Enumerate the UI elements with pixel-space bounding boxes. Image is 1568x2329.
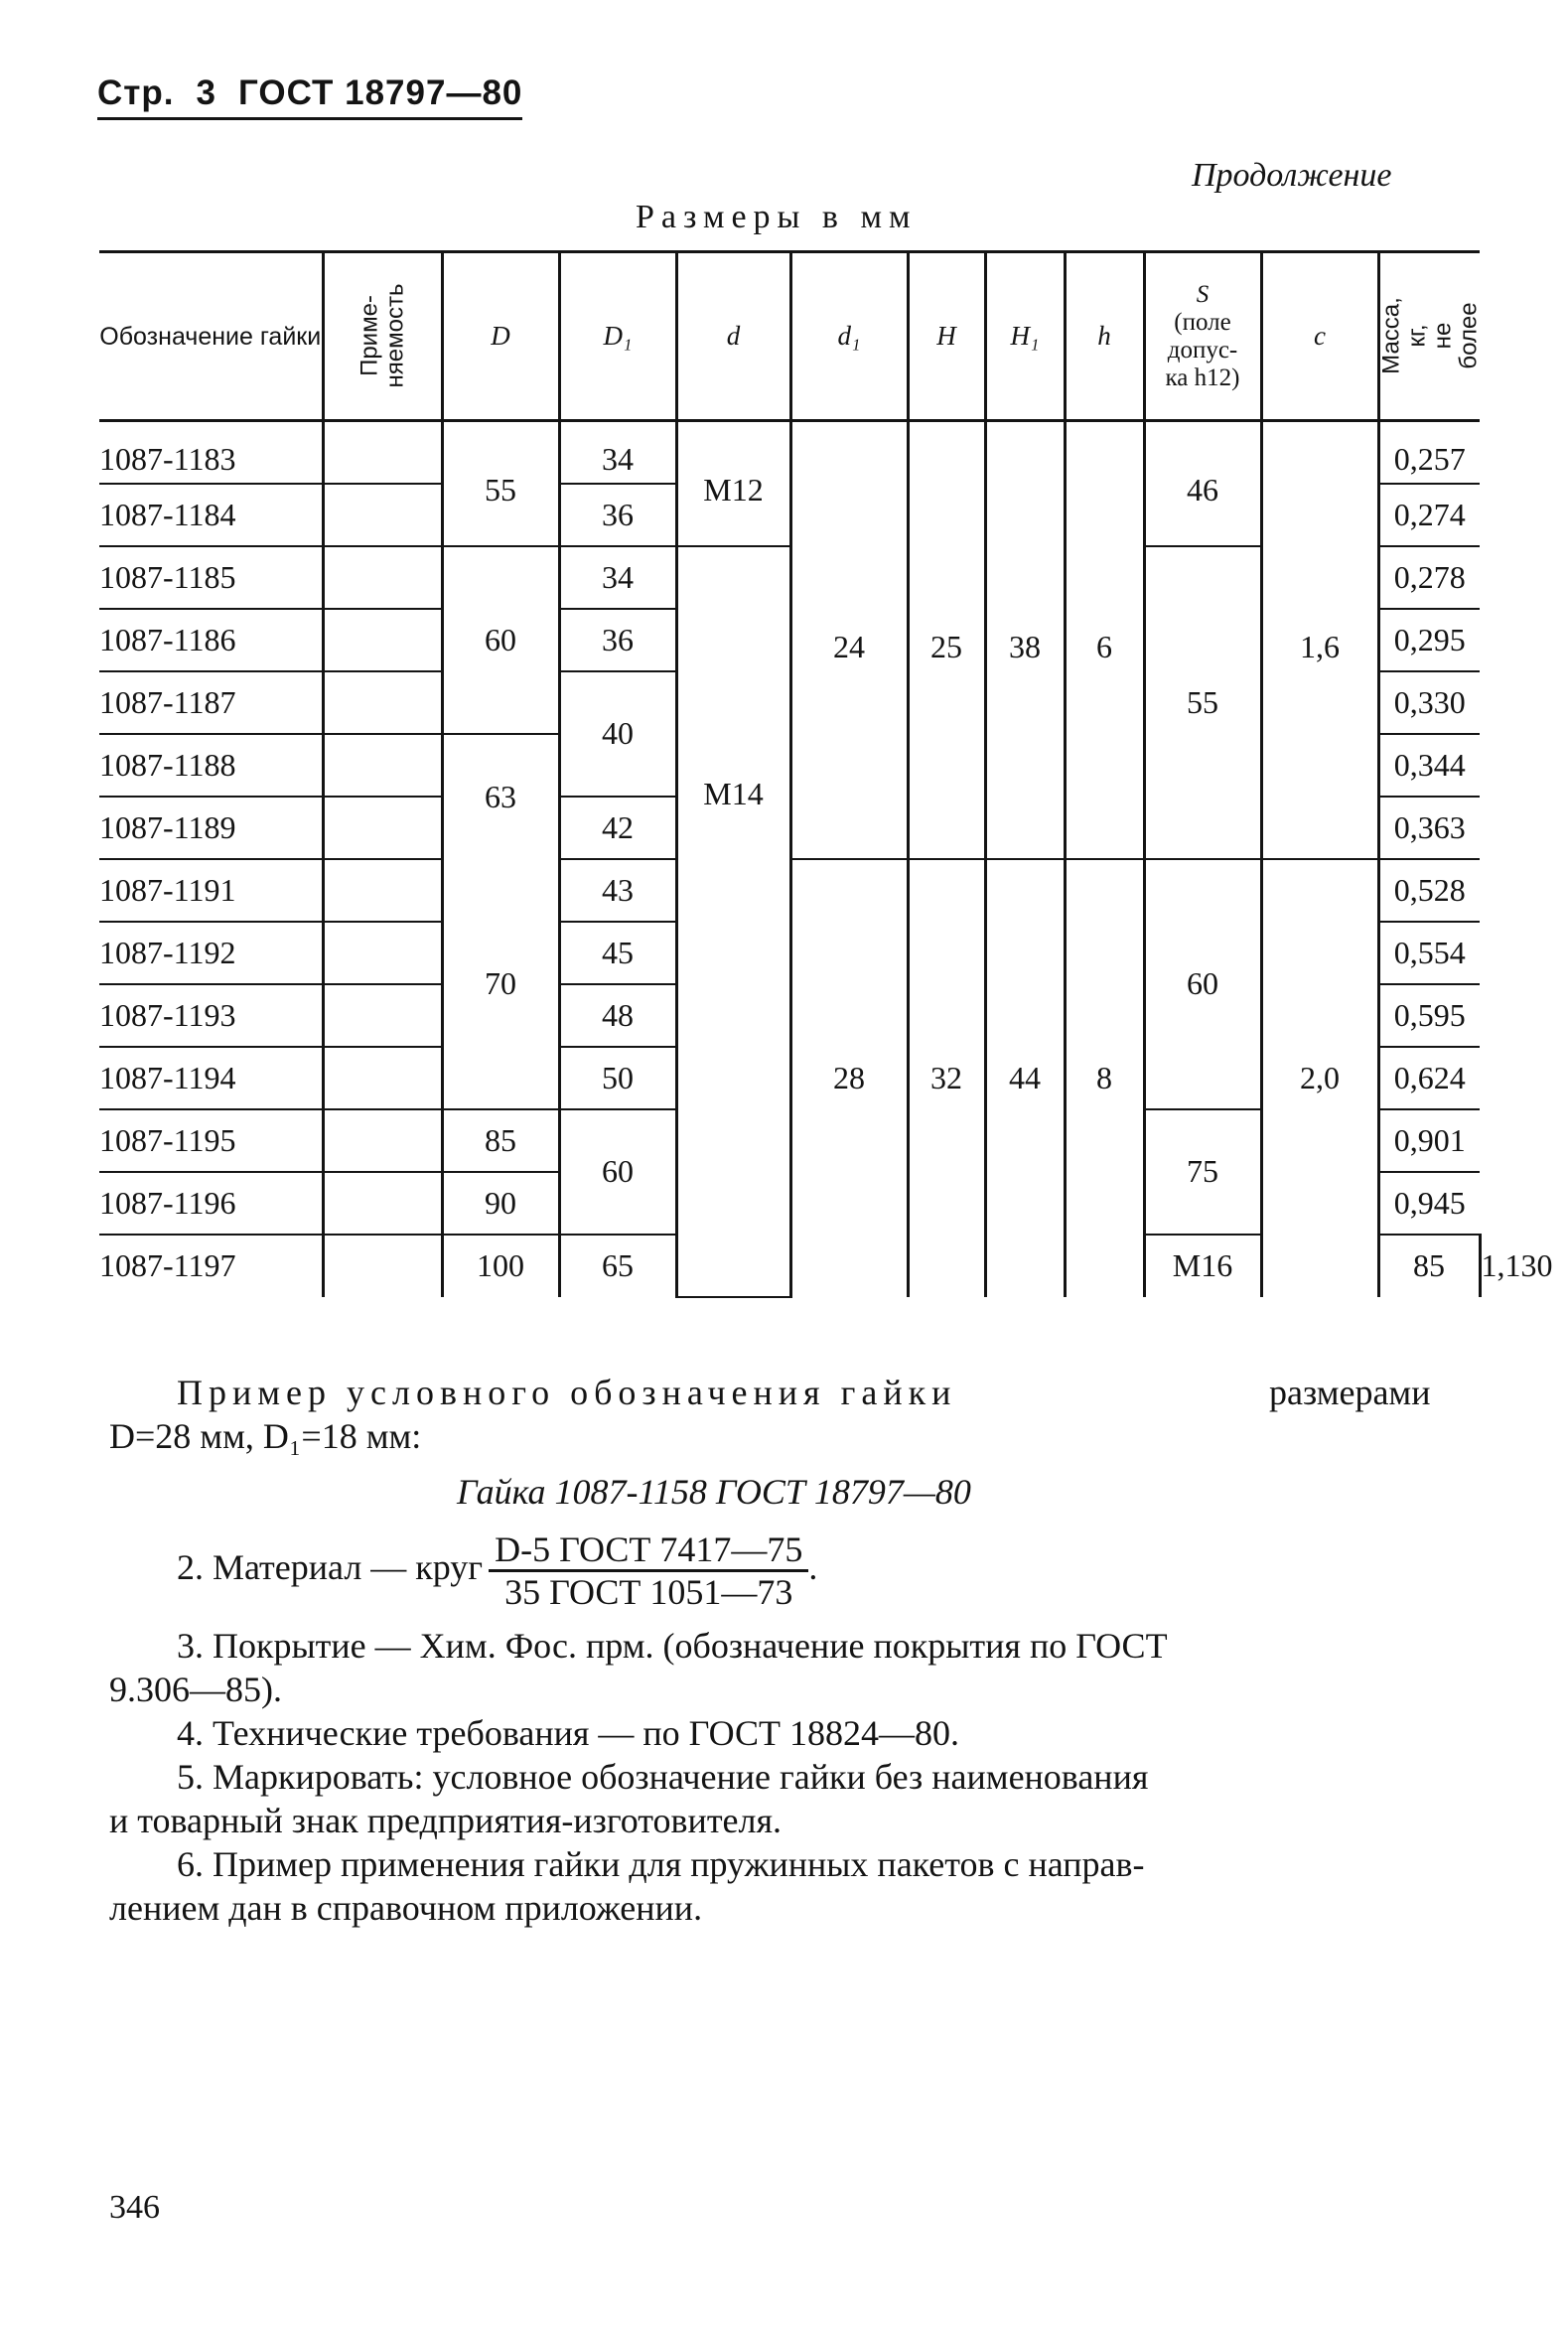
dimensions-table — [99, 250, 1553, 1298]
tech-requirements-note: 4. Технические требования — по ГОСТ 18824—80. — [177, 1713, 960, 1753]
material-fraction: $\frac{\text{D-5 ГОСТ 7417—75}}{\text{35 ГОСТ 1051—73}}$ — [489, 1529, 808, 1612]
marking-note-cont: и товарный знак предприятия-изготовителя. — [109, 1801, 783, 1840]
table-row: 1087-1188 63 0,344 — [99, 734, 1480, 797]
col-designation: Обозначение гайки — [99, 252, 323, 421]
table-row: 1087-1185 60 34 M14 55 0,278 — [99, 546, 1480, 609]
col-D: D — [442, 252, 559, 421]
page-number-header: 3 — [196, 73, 216, 112]
coating-note: 3. Покрытие — Хим. Фос. прм. (обозначение покрытия по ГОСТ — [177, 1626, 1168, 1666]
header-rule — [97, 117, 522, 120]
example-dimensions: D=28 мм, D₁=18 мм: — [109, 1416, 422, 1456]
example-heading: Пример условного обозначения гайки размерами — [177, 1373, 1431, 1412]
table-row: 1087-1183 55 34 M12 24 25 38 6 46 1,6 0,257 — [99, 421, 1480, 484]
col-h: h — [1065, 252, 1144, 421]
col-S: S (поле допус- ка h12) — [1144, 252, 1261, 421]
page-label: Стр. — [97, 73, 175, 112]
units-caption: Размеры в мм — [636, 199, 918, 235]
table-row: 1087-1189 42 0,363 — [99, 797, 1480, 859]
table-row: 1087-1196 90 0,945 — [99, 1172, 1480, 1235]
running-header — [97, 73, 522, 113]
col-applicability: Приме- няемость — [323, 252, 442, 421]
table-row: 1087-1193 48 0,595 — [99, 984, 1480, 1047]
usage-note: 6. Пример применения гайки для пружинных пакетов с направ- — [177, 1844, 1145, 1884]
col-d: d — [676, 252, 790, 421]
material-note: 2. Материал — круг $\frac{\text{D-5 ГОСТ 7417—75}}{\text{35 ГОСТ 1051—73}}$ . — [177, 1529, 818, 1612]
table-row: 1087-1191 70 43 28 32 44 8 60 2,0 0,528 — [99, 859, 1480, 922]
col-H: H — [908, 252, 985, 421]
table-row: 1087-1197 100 65 M16 85 1,130 — [99, 1235, 1480, 1297]
table-header-row — [99, 252, 1480, 421]
table-row: 1087-1192 45 0,554 — [99, 922, 1480, 984]
coating-note-cont: 9.306—85). — [109, 1670, 282, 1709]
table-row: 1087-1194 50 0,624 — [99, 1047, 1480, 1109]
col-c: c — [1261, 252, 1378, 421]
col-mass: Масса, кг, не более — [1378, 252, 1480, 421]
continuation-label: Продолжение — [1192, 157, 1392, 194]
table-row: 1087-1187 40 0,330 — [99, 671, 1480, 734]
table-row: 1087-1195 85 60 75 0,901 — [99, 1109, 1480, 1172]
col-d1: d₁ — [790, 252, 908, 421]
col-D1: D₁ — [559, 252, 676, 421]
table-row: 1087-1184 36 0,274 — [99, 484, 1480, 546]
table-row: 1087-1186 36 0,295 — [99, 609, 1480, 671]
marking-note: 5. Маркировать: условное обозначение гайки без наименования — [177, 1757, 1149, 1797]
standard-code: ГОСТ 18797—80 — [238, 73, 523, 112]
usage-note-cont: лением дан в справочном приложении. — [109, 1888, 703, 1928]
page-number: 346 — [109, 2189, 160, 2226]
example-designation: Гайка 1087-1158 ГОСТ 18797—80 — [457, 1472, 971, 1512]
col-H1: H₁ — [985, 252, 1065, 421]
